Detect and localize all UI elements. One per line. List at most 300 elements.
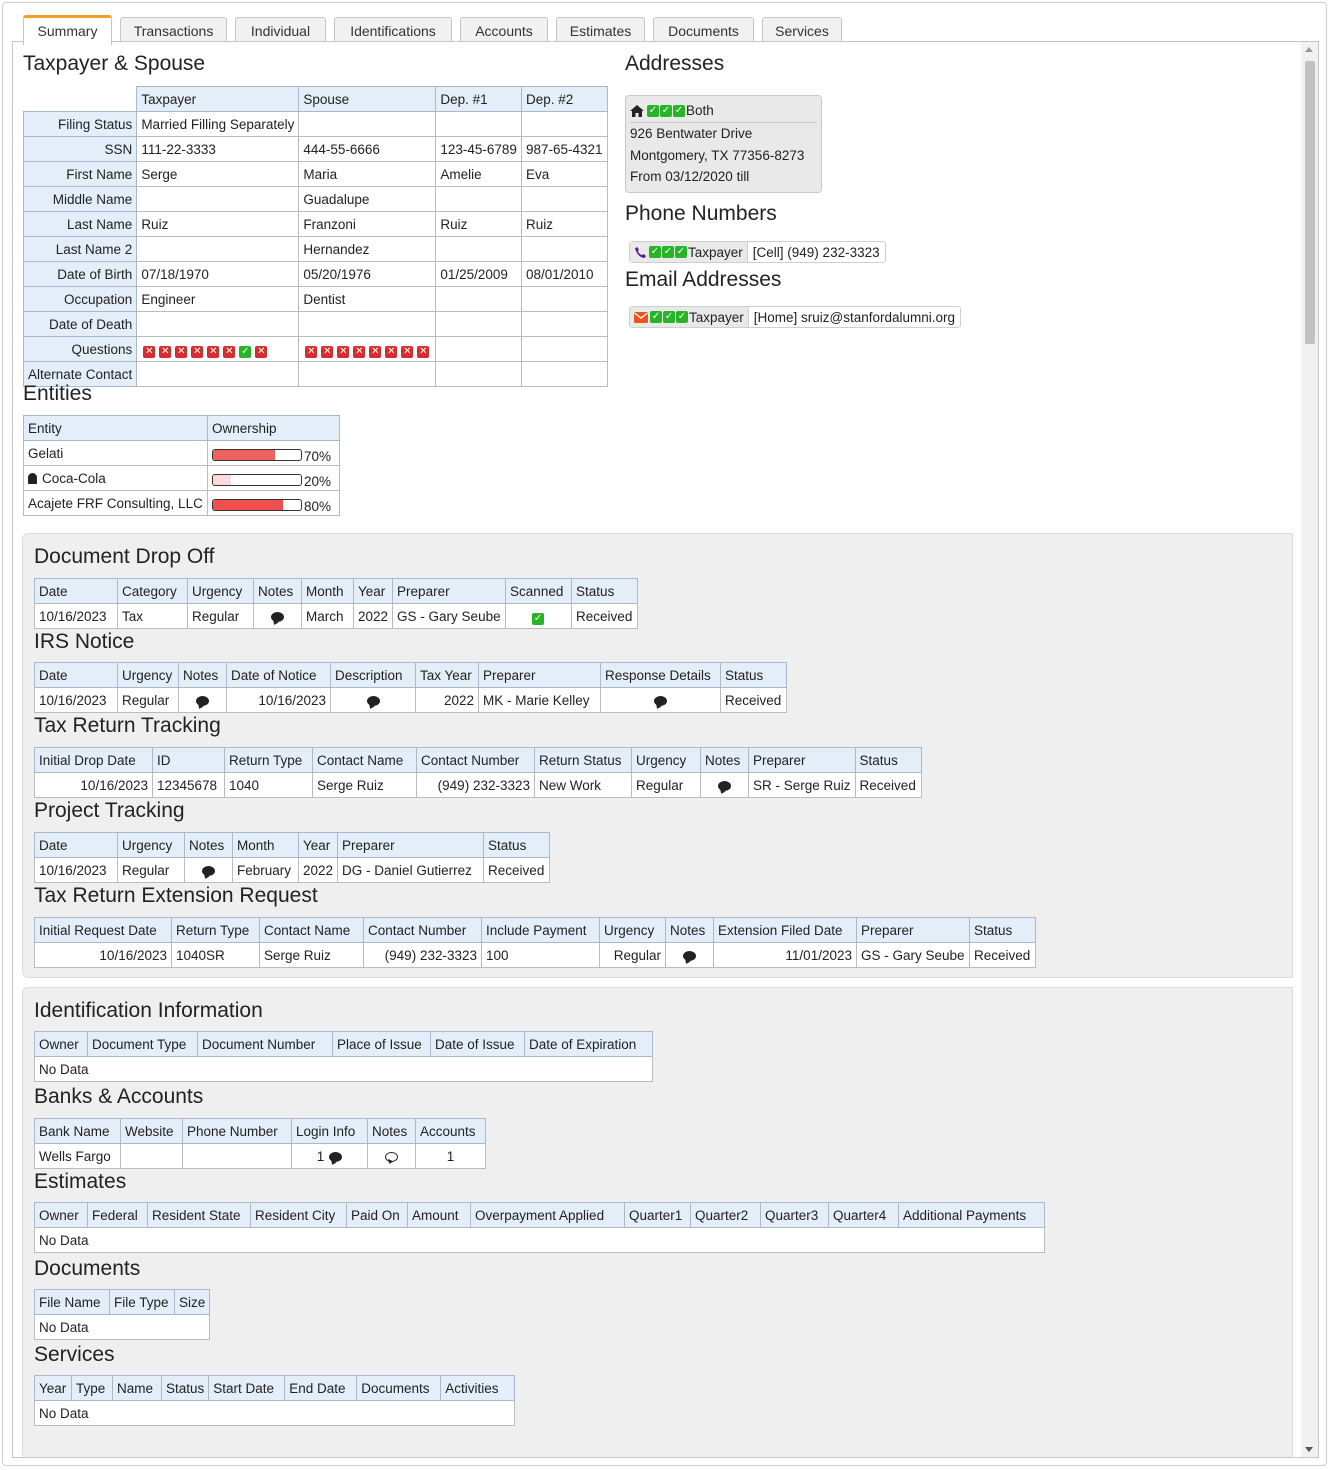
table-row[interactable] [35,943,1036,968]
x-icon[interactable]: ✕ [145,345,154,357]
table-cell: 1040SR [172,943,260,968]
taxpayer-cell: Ruiz [137,212,299,237]
column-header[interactable]: Resident State [148,1203,251,1228]
column-header[interactable]: Notes [254,579,302,604]
tab-services[interactable]: Services [762,17,842,44]
comment-icon[interactable] [196,696,209,706]
col-ownership: Ownership [208,416,340,441]
column-header[interactable]: Contact Number [364,918,482,943]
column-header[interactable]: Phone Number [183,1119,292,1144]
column-header[interactable]: Resident City [251,1203,347,1228]
column-header[interactable]: Initial Request Date [35,918,172,943]
x-icon[interactable]: ✕ [323,345,332,357]
no-data-cell: No Data [35,1315,210,1340]
x-icon[interactable]: ✕ [387,345,396,357]
table-cell: Received [572,604,638,629]
column-header[interactable]: Quarter4 [829,1203,899,1228]
entities-title: Entities [23,382,92,405]
column-header[interactable]: Month [233,833,299,858]
table-cell [183,1144,292,1169]
col-dep2: Dep. #2 [521,87,607,112]
taxpayer-row [24,187,608,212]
column-header[interactable]: Owner [35,1203,88,1228]
addresses-title: Addresses [625,52,725,75]
table-cell: March [302,604,354,629]
column-header[interactable]: Extension Filed Date [714,918,857,943]
emails-title: Email Addresses [625,268,782,291]
table-cell: 100 [482,943,600,968]
extension-table [34,917,1036,968]
x-icon[interactable]: ✕ [371,345,380,357]
table-cell: MK - Marie Kelley [479,688,601,713]
table-cell [185,858,233,883]
taxpayer-row [24,287,608,312]
column-header[interactable]: Date of Expiration [525,1032,653,1057]
taxpayer-cell [521,287,607,312]
taxpayer-cell [436,112,522,137]
taxpayer-cell [436,237,522,262]
column-header[interactable]: Urgency [188,579,254,604]
column-header[interactable]: End Date [285,1376,357,1401]
table-cell: (949) 232-3323 [417,773,535,798]
column-header[interactable]: Tax Year [416,663,479,688]
x-icon[interactable]: ✕ [161,345,170,357]
no-data-cell: No Data [35,1057,653,1082]
entity-row[interactable] [24,491,340,516]
column-header[interactable]: Month [302,579,354,604]
column-header[interactable]: Start Date [209,1376,285,1401]
home-icon [630,105,644,117]
services-title: Services [34,1343,115,1366]
column-header[interactable]: Preparer [857,918,970,943]
table-cell: GS - Gary Seube [393,604,506,629]
check-icon: ✓ [676,246,686,257]
column-header[interactable]: Scanned [506,579,572,604]
taxpayer-cell [521,362,607,387]
x-icon[interactable]: ✕ [193,345,202,357]
column-header[interactable]: Place of Issue [333,1032,431,1057]
comment-icon[interactable] [367,696,380,706]
header-row [35,1290,210,1315]
column-header[interactable]: Status [484,833,550,858]
table-cell: Received [855,773,921,798]
col-spouse: Spouse [299,87,436,112]
taxpayer-cell [137,237,299,262]
table-cell: 2022 [299,858,338,883]
col-entity: Entity [24,416,208,441]
taxpayer-cell: Ruiz [521,212,607,237]
check-icon: ✓ [663,246,673,257]
column-header[interactable]: Document Number [198,1032,333,1057]
taxpayer-row [24,212,608,237]
taxpayer-cell [299,312,436,337]
column-header[interactable]: Date [35,663,118,688]
x-icon[interactable]: ✕ [339,345,348,357]
column-header[interactable]: Include Payment [482,918,600,943]
table-cell: Regular [118,858,185,883]
row-label: Last Name 2 [24,237,137,262]
column-header[interactable]: Preparer [479,663,601,688]
column-header[interactable]: Quarter1 [625,1203,691,1228]
table-row[interactable] [35,773,922,798]
documents-table [34,1289,210,1340]
table-cell: 10/16/2023 [227,688,331,713]
table-cell [254,604,302,629]
address-line1: 926 Bentwater Drive [630,126,753,141]
column-header[interactable]: Additional Payments [899,1203,1045,1228]
x-icon[interactable]: ✕ [209,345,218,357]
ownership-cell [208,441,340,466]
table-cell: 10/16/2023 [35,604,118,629]
column-header[interactable]: Name [113,1376,162,1401]
column-header[interactable]: Contact Number [417,748,535,773]
header-row [35,663,787,688]
tab-summary[interactable]: Summary [23,15,112,45]
column-header[interactable]: Size [175,1290,210,1315]
address-label: Both [686,103,714,119]
taxpayer-cell: Hernandez [299,237,436,262]
table-cell: 10/16/2023 [35,943,172,968]
column-header[interactable]: Paid On [347,1203,408,1228]
table-cell [666,943,714,968]
taxpayer-cell: 07/18/1970 [137,262,299,287]
column-header[interactable]: Urgency [118,663,179,688]
table-cell: New Work [535,773,632,798]
column-header[interactable]: Overpayment Applied [471,1203,625,1228]
x-icon[interactable]: ✕ [225,345,234,357]
header-row [35,1032,653,1057]
check-icon: ✓ [651,311,661,322]
column-header[interactable]: Year [354,579,393,604]
column-header[interactable]: Document Type [88,1032,198,1057]
taxpayer-cell: 05/20/1976 [299,262,436,287]
taxpayer-cell [436,362,522,387]
comment-outline-icon[interactable] [385,1152,398,1162]
entity-row[interactable] [24,466,340,491]
x-icon[interactable]: ✕ [419,345,428,357]
table-cell: 10/16/2023 [35,858,118,883]
x-icon[interactable]: ✕ [257,345,266,357]
tracking-table [34,747,922,798]
table-cell: 10/16/2023 [35,688,118,713]
taxpayer-cell: 111-22-3333 [137,137,299,162]
info-panel [22,987,1293,1458]
row-label: Occupation [24,287,137,312]
address-card[interactable] [625,95,822,193]
column-header[interactable]: Return Type [172,918,260,943]
column-header[interactable]: Notes [701,748,749,773]
column-header[interactable]: Type [72,1376,113,1401]
login-count: 1 [316,1148,325,1164]
column-header[interactable]: Website [121,1119,183,1144]
taxpayer-cell: 444-55-6666 [299,137,436,162]
table-row[interactable] [35,1144,486,1169]
entity-row[interactable] [24,441,340,466]
taxpayer-cell [299,362,436,387]
column-header[interactable]: Contact Name [260,918,364,943]
taxpayer-cell [521,237,607,262]
documents-title: Documents [34,1257,141,1280]
tab-documents[interactable]: Documents [653,17,754,44]
column-header[interactable]: Quarter2 [691,1203,761,1228]
table-row[interactable] [35,688,787,713]
table-row[interactable] [35,1315,210,1340]
table-cell: Serge Ruiz [313,773,417,798]
summary-content[interactable] [12,41,1319,1458]
taxpayer-row [24,112,608,137]
tab-individual[interactable]: Individual [235,17,326,44]
check-icon[interactable]: ✓ [241,345,250,357]
table-cell: Wells Fargo [35,1144,121,1169]
estimates-title: Estimates [34,1170,127,1193]
address-line2: Montgomery, TX 77356-8273 [630,147,805,163]
taxpayer-cell: Ruiz [436,212,522,237]
row-label: Alternate Contact [24,362,137,387]
table-row[interactable] [35,1057,653,1082]
ownership-fill [213,500,283,510]
taxpayer-cell [521,312,607,337]
row-label: Filing Status [24,112,137,137]
ownership-percent: 20% [304,474,332,489]
column-header[interactable]: Date [35,833,118,858]
no-data-cell: No Data [35,1228,1045,1253]
column-header[interactable]: Date of Issue [431,1032,525,1057]
column-header[interactable]: Year [35,1376,72,1401]
entity-name-cell [24,441,208,466]
column-header[interactable]: Federal [88,1203,148,1228]
ownership-percent: 70% [304,449,332,464]
column-header[interactable]: Bank Name [35,1119,121,1144]
email-value: [Home] sruiz@stanfordalumni.org [753,309,956,325]
x-icon[interactable]: ✕ [403,345,412,357]
column-header[interactable]: Notes [368,1119,416,1144]
taxpayer-cell: Serge [137,162,299,187]
column-header[interactable]: Date [35,579,118,604]
dropoff-table [34,578,638,629]
address-header [630,100,817,123]
scrollbar-thumb[interactable] [1305,61,1315,344]
column-header[interactable]: Owner [35,1032,88,1057]
vertical-scrollbar[interactable] [1301,42,1318,1457]
x-icon[interactable]: ✕ [355,345,364,357]
taxpayer-table [23,86,608,387]
taxpayer-cell: 987-65-4321 [521,137,607,162]
header-row [35,748,922,773]
table-cell: 2022 [354,604,393,629]
comment-icon[interactable] [654,696,667,706]
irs-table [34,662,787,713]
column-header[interactable]: Initial Drop Date [35,748,153,773]
column-header[interactable]: Notes [666,918,714,943]
ownership-bar [212,449,302,461]
table-cell: 11/01/2023 [714,943,857,968]
table-row[interactable] [35,1401,515,1426]
taxpayer-cell [299,112,436,137]
column-header[interactable]: File Type [110,1290,175,1315]
column-header[interactable]: Amount [408,1203,471,1228]
column-header[interactable]: Category [118,579,188,604]
estimates-table [34,1202,1045,1253]
ownership-fill [213,450,275,460]
corner-cell [24,87,137,112]
column-header[interactable]: Status [721,663,787,688]
envelope-icon [634,312,648,323]
taxpayer-row [24,137,608,162]
table-row[interactable] [35,604,638,629]
table-cell: Regular [188,604,254,629]
taxpayer-cell: Maria [299,162,436,187]
taxpayer-row [24,312,608,337]
column-header[interactable]: Activities [441,1376,515,1401]
taxpayer-cell: Dentist [299,287,436,312]
column-header[interactable]: Quarter3 [761,1203,829,1228]
column-header[interactable]: File Name [35,1290,110,1315]
row-label: First Name [24,162,137,187]
taxpayer-cell: Eva [521,162,607,187]
column-header[interactable]: Preparer [749,748,856,773]
email-pill[interactable] [629,306,961,328]
tab-estimates[interactable]: Estimates [556,17,645,44]
taxpayer-cell [436,337,522,362]
banks-table [34,1118,486,1169]
header-row [35,833,550,858]
row-label: Questions [24,337,137,362]
taxpayer-row [24,162,608,187]
entity-name: Coca-Cola [42,470,106,486]
column-header[interactable]: Notes [185,833,233,858]
phone-icon [634,246,647,259]
taxpayer-cell [137,362,299,387]
comment-icon[interactable] [683,951,696,961]
column-header[interactable]: Date of Notice [227,663,331,688]
taxpayer-cell: 123-45-6789 [436,137,522,162]
column-header[interactable]: Notes [179,663,227,688]
table-cell [506,604,572,629]
table-cell: 1040 [225,773,313,798]
taxpayer-cell [137,337,299,362]
email-owner: Taxpayer [689,309,744,325]
table-cell: Regular [118,688,179,713]
column-header[interactable]: Status [162,1376,209,1401]
table-cell: 10/16/2023 [35,773,153,798]
column-header[interactable]: Contact Name [313,748,417,773]
tab-identifications[interactable]: Identifications [334,17,452,44]
taxpayer-cell [299,337,436,362]
table-cell: 2022 [416,688,479,713]
address-line3: From 03/12/2020 till [630,169,750,184]
phone-value: [Cell] (949) 232-3323 [752,244,880,260]
comment-icon[interactable] [718,781,731,791]
header-row [35,1203,1045,1228]
taxpayer-cell [521,112,607,137]
check-icon: ✓ [648,105,658,116]
column-header[interactable]: Login Info [292,1119,368,1144]
taxpayer-cell: 08/01/2010 [521,262,607,287]
column-header[interactable]: Preparer [338,833,484,858]
column-header[interactable]: Response Details [601,663,721,688]
column-header[interactable]: Status [572,579,638,604]
row-label: Middle Name [24,187,137,212]
column-header[interactable]: Preparer [393,579,506,604]
table-cell [331,688,416,713]
taxpayer-cell [436,312,522,337]
table-cell [292,1144,368,1169]
table-cell: DG - Daniel Gutierrez [338,858,484,883]
comments-icon[interactable] [329,1152,342,1162]
tab-accounts[interactable]: Accounts [460,17,548,44]
project-title: Project Tracking [34,799,185,822]
taxpayer-cell: Guadalupe [299,187,436,212]
column-header[interactable]: Return Type [225,748,313,773]
table-cell: Regular [600,943,666,968]
table-cell: Regular [632,773,701,798]
taxpayer-cell: 01/25/2009 [436,262,522,287]
check-icon: ✓ [533,612,543,624]
column-header[interactable]: Accounts [416,1119,486,1144]
taxpayer-cell [436,287,522,312]
comment-icon[interactable] [202,866,215,876]
column-header[interactable]: Year [299,833,338,858]
column-header[interactable]: Documents [357,1376,441,1401]
check-icon: ✓ [661,105,671,116]
no-data-cell: No Data [35,1401,515,1426]
ident-title: Identification Information [34,999,263,1022]
dropoff-title: Document Drop Off [34,545,215,568]
taxpayer-cell [521,337,607,362]
banks-title: Banks & Accounts [34,1085,204,1108]
taxpayer-cell [436,187,522,212]
scroll-down-arrow-icon[interactable] [1305,1447,1313,1452]
comment-icon[interactable] [271,612,284,622]
table-cell [701,773,749,798]
column-header[interactable]: Status [855,748,921,773]
column-header[interactable]: Urgency [632,748,701,773]
x-icon[interactable]: ✕ [307,345,316,357]
row-label: SSN [24,137,137,162]
column-header[interactable]: ID [153,748,225,773]
tracking-panel [22,533,1293,978]
tab-transactions[interactable]: Transactions [120,17,227,44]
header-row [35,1376,515,1401]
column-header[interactable]: Status [970,918,1036,943]
phone-pill[interactable] [629,241,886,263]
table-row[interactable] [35,1228,1045,1253]
table-row[interactable] [35,858,550,883]
column-header[interactable]: Description [331,663,416,688]
project-table [34,832,550,883]
table-cell [601,688,721,713]
taxpayer-row [24,337,608,362]
taxpayer-cell: Amelie [436,162,522,187]
check-icon: ✓ [664,311,674,322]
ownership-bar [212,474,302,486]
x-icon[interactable]: ✕ [177,345,186,357]
table-cell [179,688,227,713]
ownership-cell [208,491,340,516]
entities-table [23,415,340,516]
row-label: Last Name [24,212,137,237]
column-header[interactable]: Urgency [600,918,666,943]
taxpayer-cell [137,312,299,337]
table-cell: SR - Serge Ruiz [749,773,856,798]
ownership-cell [208,466,340,491]
scroll-up-arrow-icon[interactable] [1305,47,1313,52]
ownership-percent: 80% [304,499,332,514]
taxpayer-row [24,362,608,387]
column-header[interactable]: Return Status [535,748,632,773]
services-table [34,1375,515,1426]
column-header[interactable]: Urgency [118,833,185,858]
